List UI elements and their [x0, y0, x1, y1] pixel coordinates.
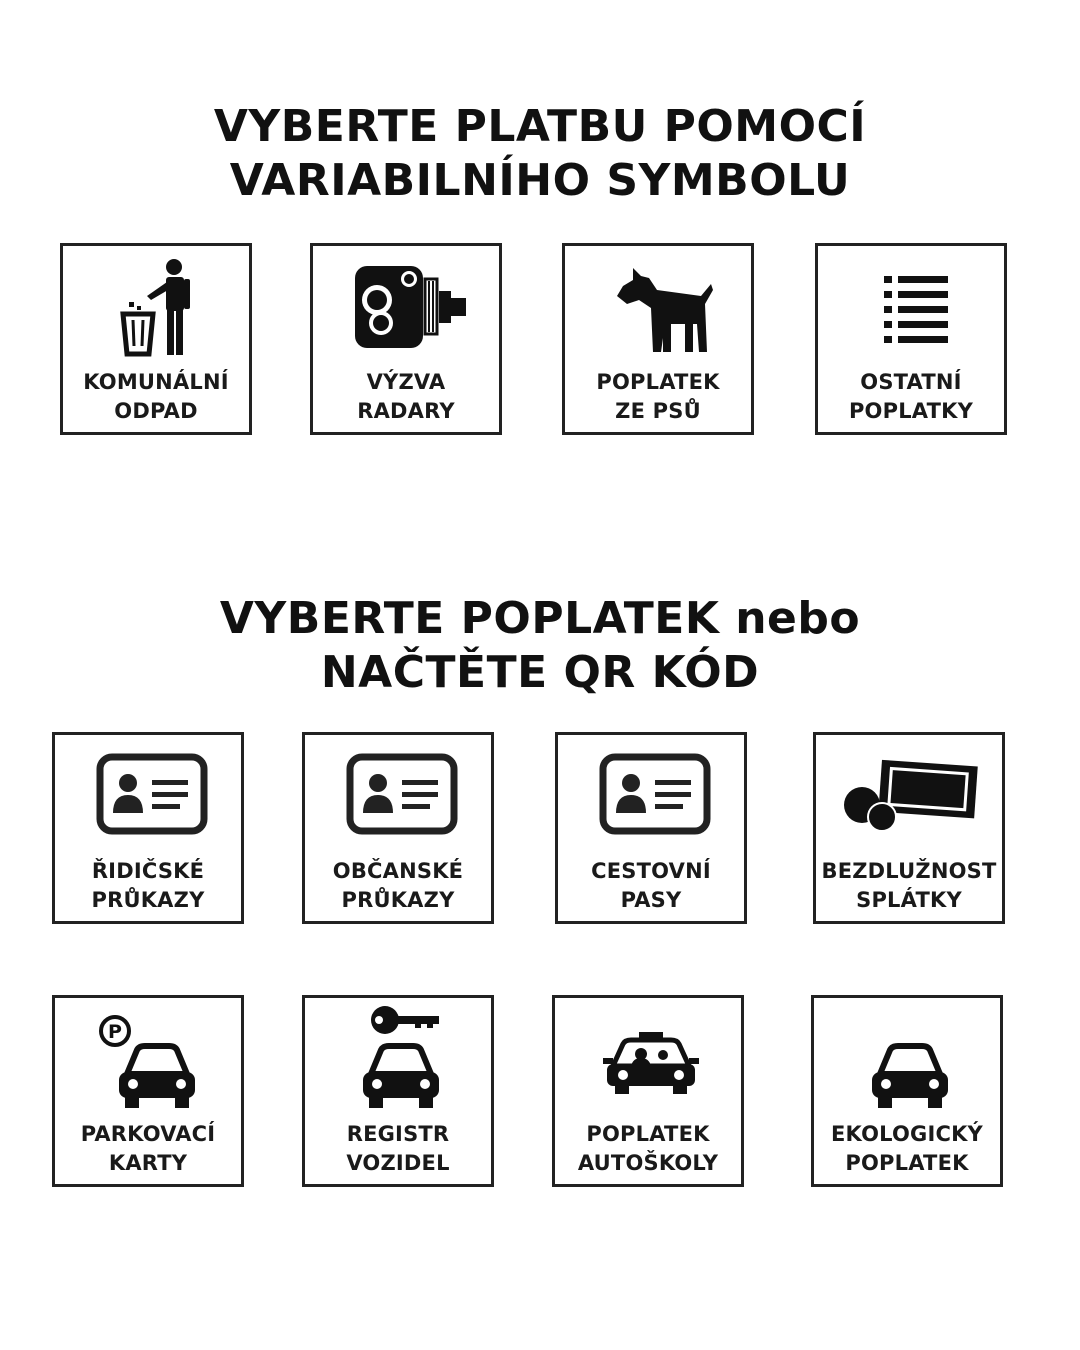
tile-label-line-1: POPLATEK — [596, 370, 720, 394]
tile-label-line-1: OSTATNÍ — [860, 370, 962, 394]
parking-car-icon — [55, 998, 247, 1118]
svg-text:P: P — [108, 1021, 122, 1043]
tile-label — [63, 368, 249, 426]
section-title-line-1: VYBERTE PLATBU POMOCÍ — [213, 101, 867, 152]
tile-label-line-1: BEZDLUŽNOST — [821, 859, 997, 883]
tile-label — [313, 368, 499, 426]
dog-icon — [565, 246, 757, 366]
tile-label — [565, 368, 751, 426]
tile-label — [818, 368, 1004, 426]
tile-label — [305, 1120, 491, 1178]
id-card-icon — [55, 735, 247, 855]
section-title-line-2: VARIABILNÍHO SYMBOLU — [229, 155, 851, 206]
tile-label-line-2: VOZIDEL — [346, 1151, 450, 1175]
tile-label-line-2: KARTY — [108, 1151, 188, 1175]
car-key-icon — [305, 998, 497, 1118]
tile-poplatek-autoskoly[interactable] — [552, 995, 744, 1187]
tile-label-line-2: PRŮKAZY — [341, 888, 455, 912]
speed-camera-icon — [313, 246, 505, 366]
tile-label-line-1: ŘIDIČSKÉ — [91, 859, 205, 883]
tile-bezdluznost-splatky[interactable] — [813, 732, 1005, 924]
tile-label-line-2: SPLÁTKY — [856, 888, 962, 912]
tile-label — [816, 857, 1002, 915]
section-title-fees — [0, 592, 1080, 700]
tile-label — [55, 857, 241, 915]
tile-ridicske-prukazy[interactable] — [52, 732, 244, 924]
tile-cestovni-pasy[interactable] — [555, 732, 747, 924]
tile-label-line-2: POPLATEK — [845, 1151, 969, 1175]
tile-label-line-2: PASY — [620, 888, 682, 912]
section-title-line-2: NAČTĚTE QR KÓD — [320, 647, 760, 698]
tile-label-line-1: POPLATEK — [586, 1122, 710, 1146]
tile-label — [814, 1120, 1000, 1178]
tile-poplatek-ze-psu[interactable] — [562, 243, 754, 435]
tile-label-line-2: POPLATKY — [848, 399, 974, 423]
id-card-icon — [305, 735, 497, 855]
tile-label-line-2: RADARY — [357, 399, 455, 423]
tile-label — [305, 857, 491, 915]
tile-ostatni-poplatky[interactable] — [815, 243, 1007, 435]
tile-ekologicky-poplatek[interactable] — [811, 995, 1003, 1187]
tile-label — [558, 857, 744, 915]
trash-icon — [63, 246, 255, 366]
tile-label-line-1: REGISTR — [346, 1122, 450, 1146]
tile-label-line-2: ZE PSŮ — [615, 399, 701, 423]
section-title-line-1: VYBERTE POPLATEK nebo — [219, 593, 861, 644]
car-icon — [814, 998, 1006, 1118]
tile-vyzva-radary[interactable] — [310, 243, 502, 435]
money-icon — [816, 735, 1008, 855]
tile-label-line-1: KOMUNÁLNÍ — [83, 370, 229, 394]
list-icon — [818, 246, 1010, 366]
tile-parkovaci-karty[interactable] — [52, 995, 244, 1187]
tile-label-line-2: ODPAD — [114, 399, 198, 423]
tile-label-line-1: PARKOVACÍ — [80, 1122, 216, 1146]
tile-komunalni-odpad[interactable] — [60, 243, 252, 435]
tile-label-line-1: OBČANSKÉ — [332, 859, 464, 883]
tile-label-line-2: AUTOŠKOLY — [577, 1151, 719, 1175]
tile-label-line-2: PRŮKAZY — [91, 888, 205, 912]
id-card-icon — [558, 735, 750, 855]
tile-label-line-1: EKOLOGICKÝ — [831, 1122, 983, 1146]
driving-school-car-icon — [555, 998, 747, 1118]
tile-registr-vozidel[interactable] — [302, 995, 494, 1187]
tile-label-line-1: CESTOVNÍ — [591, 859, 711, 883]
tile-label — [55, 1120, 241, 1178]
section-title-variable-symbol — [0, 100, 1080, 208]
tile-label — [555, 1120, 741, 1178]
tile-label-line-1: VÝZVA — [366, 370, 446, 394]
tile-obcanske-prukazy[interactable] — [302, 732, 494, 924]
